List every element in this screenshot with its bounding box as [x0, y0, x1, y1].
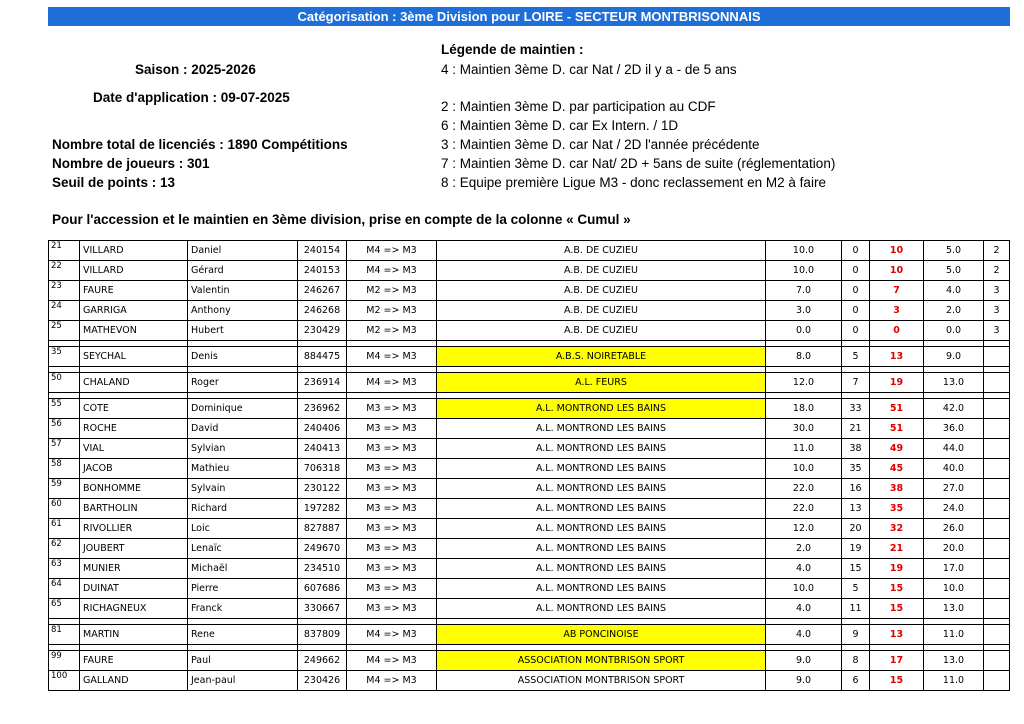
last-name-cell: SEYCHAL	[80, 347, 188, 367]
last-name-cell: VIAL	[80, 439, 188, 459]
club-cell: AB PONCINOISE	[437, 625, 766, 645]
cumul-cell: 49	[870, 439, 924, 459]
last-name-cell: VILLARD	[80, 261, 188, 281]
first-name-cell: Sylvian	[188, 439, 298, 459]
category-change-cell: M4 => M3	[347, 671, 437, 691]
license-number-cell: 837809	[298, 625, 347, 645]
points-cell: 22.0	[766, 479, 842, 499]
points-cell: 8.0	[766, 347, 842, 367]
maintenance-code-cell	[984, 519, 1010, 539]
points-cell: 6	[842, 671, 870, 691]
points-cell: 13.0	[924, 373, 984, 393]
points-cell: 36.0	[924, 419, 984, 439]
first-name-cell: Paul	[188, 651, 298, 671]
last-name-cell: MATHEVON	[80, 321, 188, 341]
points-cell: 3.0	[766, 301, 842, 321]
table-row	[49, 671, 1010, 691]
points-cell: 4.0	[766, 559, 842, 579]
points-cell: 35	[842, 459, 870, 479]
club-cell: ASSOCIATION MONTBRISON SPORT	[437, 671, 766, 691]
cumul-cell: 10	[870, 241, 924, 261]
club-cell: A.B. DE CUZIEU	[437, 281, 766, 301]
maintenance-code-cell	[984, 479, 1010, 499]
maintenance-code-cell: 3	[984, 281, 1010, 301]
application-date-label: Date d'application : 09-07-2025	[93, 90, 290, 105]
license-number-cell: 249662	[298, 651, 347, 671]
legend-line: 6 : Maintien 3ème D. car Ex Intern. / 1D	[441, 118, 679, 133]
table-row	[49, 281, 1010, 301]
rank-cell: 57	[49, 439, 80, 459]
table-row	[49, 261, 1010, 281]
club-cell: A.L. MONTROND LES BAINS	[437, 559, 766, 579]
points-cell: 18.0	[766, 399, 842, 419]
points-cell: 40.0	[924, 459, 984, 479]
rank-cell: 65	[49, 599, 80, 619]
club-cell: A.L. MONTROND LES BAINS	[437, 579, 766, 599]
category-change-cell: M3 => M3	[347, 539, 437, 559]
points-cell: 9.0	[766, 671, 842, 691]
page-title: Catégorisation : 3ème Division pour LOIRE - SECTEUR MONTBRISONNAIS	[48, 7, 1010, 26]
last-name-cell: CHALAND	[80, 373, 188, 393]
last-name-cell: BARTHOLIN	[80, 499, 188, 519]
maintenance-code-cell: 2	[984, 261, 1010, 281]
cumul-cell: 15	[870, 599, 924, 619]
cumul-cell: 21	[870, 539, 924, 559]
last-name-cell: VILLARD	[80, 241, 188, 261]
license-number-cell: 234510	[298, 559, 347, 579]
club-cell: A.L. MONTROND LES BAINS	[437, 399, 766, 419]
rank-cell: 58	[49, 459, 80, 479]
category-change-cell: M4 => M3	[347, 241, 437, 261]
points-cell: 15	[842, 559, 870, 579]
first-name-cell: Pierre	[188, 579, 298, 599]
maintenance-code-cell	[984, 539, 1010, 559]
rank-cell: 64	[49, 579, 80, 599]
points-cell: 8	[842, 651, 870, 671]
first-name-cell: Mathieu	[188, 459, 298, 479]
last-name-cell: BONHOMME	[80, 479, 188, 499]
points-cell: 17.0	[924, 559, 984, 579]
first-name-cell: Rene	[188, 625, 298, 645]
points-cell: 44.0	[924, 439, 984, 459]
first-name-cell: Loic	[188, 519, 298, 539]
first-name-cell: David	[188, 419, 298, 439]
last-name-cell: JACOB	[80, 459, 188, 479]
points-threshold-label: Seuil de points : 13	[52, 175, 176, 190]
table-row	[49, 479, 1010, 499]
license-number-cell: 607686	[298, 579, 347, 599]
rank-cell: 50	[49, 373, 80, 393]
table-row	[49, 347, 1010, 367]
category-change-cell: M3 => M3	[347, 419, 437, 439]
last-name-cell: MARTIN	[80, 625, 188, 645]
points-cell: 10.0	[766, 579, 842, 599]
points-cell: 0	[842, 321, 870, 341]
category-change-cell: M3 => M3	[347, 599, 437, 619]
table-row	[49, 459, 1010, 479]
cumul-cell: 38	[870, 479, 924, 499]
cumul-cell: 51	[870, 419, 924, 439]
category-change-cell: M3 => M3	[347, 459, 437, 479]
table-row	[49, 301, 1010, 321]
points-cell: 12.0	[766, 519, 842, 539]
maintenance-code-cell	[984, 579, 1010, 599]
club-cell: A.B. DE CUZIEU	[437, 241, 766, 261]
points-cell: 24.0	[924, 499, 984, 519]
cumul-cell: 35	[870, 499, 924, 519]
rank-cell: 62	[49, 539, 80, 559]
points-cell: 7	[842, 373, 870, 393]
rank-cell: 59	[49, 479, 80, 499]
points-cell: 5.0	[924, 261, 984, 281]
club-cell: ASSOCIATION MONTBRISON SPORT	[437, 651, 766, 671]
license-number-cell: 240153	[298, 261, 347, 281]
table-row	[49, 321, 1010, 341]
last-name-cell: MUNIER	[80, 559, 188, 579]
table-row	[49, 439, 1010, 459]
points-cell: 11.0	[924, 625, 984, 645]
legend-line: 4 : Maintien 3ème D. car Nat / 2D il y a - de 5 ans	[441, 62, 737, 77]
maintenance-code-cell	[984, 439, 1010, 459]
club-cell: A.B.S. NOIRETABLE	[437, 347, 766, 367]
points-cell: 11	[842, 599, 870, 619]
license-number-cell: 230429	[298, 321, 347, 341]
first-name-cell: Hubert	[188, 321, 298, 341]
table-row	[49, 419, 1010, 439]
category-change-cell: M3 => M3	[347, 559, 437, 579]
rank-cell: 23	[49, 281, 80, 301]
points-cell: 19	[842, 539, 870, 559]
points-cell: 0	[842, 301, 870, 321]
license-number-cell: 230122	[298, 479, 347, 499]
points-cell: 26.0	[924, 519, 984, 539]
last-name-cell: ROCHE	[80, 419, 188, 439]
maintenance-code-cell	[984, 671, 1010, 691]
license-number-cell: 246268	[298, 301, 347, 321]
points-cell: 4.0	[924, 281, 984, 301]
cumul-cell: 15	[870, 579, 924, 599]
points-cell: 9	[842, 625, 870, 645]
maintenance-code-cell	[984, 347, 1010, 367]
points-cell: 13.0	[924, 599, 984, 619]
last-name-cell: JOUBERT	[80, 539, 188, 559]
last-name-cell: COTE	[80, 399, 188, 419]
category-change-cell: M3 => M3	[347, 479, 437, 499]
points-cell: 27.0	[924, 479, 984, 499]
cumul-cell: 3	[870, 301, 924, 321]
first-name-cell: Richard	[188, 499, 298, 519]
points-cell: 10.0	[766, 261, 842, 281]
first-name-cell: Jean-paul	[188, 671, 298, 691]
points-cell: 20.0	[924, 539, 984, 559]
maintenance-code-cell	[984, 499, 1010, 519]
points-cell: 5	[842, 347, 870, 367]
table-row	[49, 373, 1010, 393]
license-number-cell: 236914	[298, 373, 347, 393]
last-name-cell: DUINAT	[80, 579, 188, 599]
points-cell: 10.0	[924, 579, 984, 599]
club-cell: A.L. MONTROND LES BAINS	[437, 419, 766, 439]
points-cell: 12.0	[766, 373, 842, 393]
rank-cell: 60	[49, 499, 80, 519]
points-cell: 21	[842, 419, 870, 439]
club-cell: A.B. DE CUZIEU	[437, 321, 766, 341]
last-name-cell: RIVOLLIER	[80, 519, 188, 539]
accession-note: Pour l'accession et le maintien en 3ème division, prise en compte de la colonne « Cumul »	[52, 212, 631, 227]
season-label: Saison : 2025-2026	[135, 62, 256, 77]
points-cell: 0	[842, 281, 870, 301]
rank-cell: 24	[49, 301, 80, 321]
first-name-cell: Lenaïc	[188, 539, 298, 559]
license-number-cell: 230426	[298, 671, 347, 691]
license-number-cell: 827887	[298, 519, 347, 539]
last-name-cell: FAURE	[80, 651, 188, 671]
cumul-cell: 45	[870, 459, 924, 479]
maintenance-code-cell	[984, 559, 1010, 579]
cumul-cell: 19	[870, 559, 924, 579]
legend-line: 8 : Equipe première Ligue M3 - donc reclassement en M2 à faire	[441, 175, 826, 190]
category-change-cell: M2 => M3	[347, 301, 437, 321]
category-change-cell: M3 => M3	[347, 499, 437, 519]
first-name-cell: Valentin	[188, 281, 298, 301]
category-change-cell: M4 => M3	[347, 651, 437, 671]
points-cell: 16	[842, 479, 870, 499]
rank-cell: 100	[49, 671, 80, 691]
points-cell: 42.0	[924, 399, 984, 419]
points-cell: 4.0	[766, 625, 842, 645]
club-cell: A.L. MONTROND LES BAINS	[437, 539, 766, 559]
last-name-cell: RICHAGNEUX	[80, 599, 188, 619]
category-change-cell: M2 => M3	[347, 281, 437, 301]
points-cell: 2.0	[924, 301, 984, 321]
table-row	[49, 499, 1010, 519]
points-cell: 5	[842, 579, 870, 599]
license-number-cell: 246267	[298, 281, 347, 301]
license-number-cell: 706318	[298, 459, 347, 479]
first-name-cell: Gérard	[188, 261, 298, 281]
points-cell: 9.0	[924, 347, 984, 367]
maintenance-code-cell	[984, 373, 1010, 393]
category-change-cell: M3 => M3	[347, 439, 437, 459]
table-row	[49, 651, 1010, 671]
points-cell: 10.0	[766, 459, 842, 479]
category-change-cell: M4 => M3	[347, 373, 437, 393]
rank-cell: 61	[49, 519, 80, 539]
points-cell: 20	[842, 519, 870, 539]
points-cell: 0.0	[766, 321, 842, 341]
maintenance-code-cell: 2	[984, 241, 1010, 261]
ranking-table	[48, 240, 1010, 691]
points-cell: 5.0	[924, 241, 984, 261]
maintenance-code-cell	[984, 651, 1010, 671]
points-cell: 9.0	[766, 651, 842, 671]
club-cell: A.L. MONTROND LES BAINS	[437, 599, 766, 619]
rank-cell: 63	[49, 559, 80, 579]
license-number-cell: 236962	[298, 399, 347, 419]
legend-line: 2 : Maintien 3ème D. par participation au CDF	[441, 99, 716, 114]
points-cell: 22.0	[766, 499, 842, 519]
table-row	[49, 539, 1010, 559]
club-cell: A.L. MONTROND LES BAINS	[437, 499, 766, 519]
rank-cell: 22	[49, 261, 80, 281]
rank-cell: 81	[49, 625, 80, 645]
first-name-cell: Franck	[188, 599, 298, 619]
cumul-cell: 7	[870, 281, 924, 301]
points-cell: 11.0	[766, 439, 842, 459]
points-cell: 30.0	[766, 419, 842, 439]
category-change-cell: M4 => M3	[347, 625, 437, 645]
maintenance-code-cell: 3	[984, 321, 1010, 341]
club-cell: A.B. DE CUZIEU	[437, 301, 766, 321]
last-name-cell: GALLAND	[80, 671, 188, 691]
points-cell: 2.0	[766, 539, 842, 559]
points-cell: 11.0	[924, 671, 984, 691]
table-row	[49, 579, 1010, 599]
maintenance-code-cell	[984, 459, 1010, 479]
maintenance-code-cell	[984, 419, 1010, 439]
player-count-label: Nombre de joueurs : 301	[52, 156, 210, 171]
table-row	[49, 559, 1010, 579]
points-cell: 13.0	[924, 651, 984, 671]
first-name-cell: Roger	[188, 373, 298, 393]
table-row	[49, 241, 1010, 261]
rank-cell: 21	[49, 241, 80, 261]
last-name-cell: GARRIGA	[80, 301, 188, 321]
category-change-cell: M4 => M3	[347, 261, 437, 281]
maintenance-code-cell	[984, 399, 1010, 419]
points-cell: 7.0	[766, 281, 842, 301]
cumul-cell: 19	[870, 373, 924, 393]
license-number-cell: 240154	[298, 241, 347, 261]
cumul-cell: 13	[870, 347, 924, 367]
club-cell: A.L. MONTROND LES BAINS	[437, 459, 766, 479]
points-cell: 4.0	[766, 599, 842, 619]
cumul-cell: 17	[870, 651, 924, 671]
points-cell: 38	[842, 439, 870, 459]
table-row	[49, 399, 1010, 419]
cumul-cell: 51	[870, 399, 924, 419]
table-row	[49, 625, 1010, 645]
total-licensees-label: Nombre total de licenciés : 1890 Compétitions	[52, 137, 348, 152]
category-change-cell: M3 => M3	[347, 519, 437, 539]
club-cell: A.L. FEURS	[437, 373, 766, 393]
first-name-cell: Anthony	[188, 301, 298, 321]
club-cell: A.L. MONTROND LES BAINS	[437, 519, 766, 539]
points-cell: 10.0	[766, 241, 842, 261]
rank-cell: 25	[49, 321, 80, 341]
cumul-cell: 15	[870, 671, 924, 691]
first-name-cell: Denis	[188, 347, 298, 367]
rank-cell: 56	[49, 419, 80, 439]
table-row	[49, 599, 1010, 619]
cumul-cell: 32	[870, 519, 924, 539]
maintenance-code-cell: 3	[984, 301, 1010, 321]
first-name-cell: Daniel	[188, 241, 298, 261]
first-name-cell: Sylvain	[188, 479, 298, 499]
legend-line: 7 : Maintien 3ème D. car Nat/ 2D + 5ans de suite (réglementation)	[441, 156, 836, 171]
license-number-cell: 197282	[298, 499, 347, 519]
points-cell: 0	[842, 241, 870, 261]
club-cell: A.L. MONTROND LES BAINS	[437, 439, 766, 459]
category-change-cell: M3 => M3	[347, 579, 437, 599]
category-change-cell: M2 => M3	[347, 321, 437, 341]
cumul-cell: 0	[870, 321, 924, 341]
category-change-cell: M4 => M3	[347, 347, 437, 367]
rank-cell: 35	[49, 347, 80, 367]
cumul-cell: 13	[870, 625, 924, 645]
maintenance-code-cell	[984, 625, 1010, 645]
license-number-cell: 884475	[298, 347, 347, 367]
first-name-cell: Dominique	[188, 399, 298, 419]
license-number-cell: 240406	[298, 419, 347, 439]
points-cell: 13	[842, 499, 870, 519]
last-name-cell: FAURE	[80, 281, 188, 301]
cumul-cell: 10	[870, 261, 924, 281]
club-cell: A.B. DE CUZIEU	[437, 261, 766, 281]
points-cell: 33	[842, 399, 870, 419]
points-cell: 0	[842, 261, 870, 281]
category-change-cell: M3 => M3	[347, 399, 437, 419]
license-number-cell: 330667	[298, 599, 347, 619]
maintenance-code-cell	[984, 599, 1010, 619]
legend-title: Légende de maintien :	[441, 42, 584, 57]
rank-cell: 55	[49, 399, 80, 419]
table-row	[49, 519, 1010, 539]
club-cell: A.L. MONTROND LES BAINS	[437, 479, 766, 499]
license-number-cell: 249670	[298, 539, 347, 559]
points-cell: 0.0	[924, 321, 984, 341]
legend-line: 3 : Maintien 3ème D. car Nat / 2D l'année précédente	[441, 137, 760, 152]
first-name-cell: Michaël	[188, 559, 298, 579]
rank-cell: 99	[49, 651, 80, 671]
license-number-cell: 240413	[298, 439, 347, 459]
